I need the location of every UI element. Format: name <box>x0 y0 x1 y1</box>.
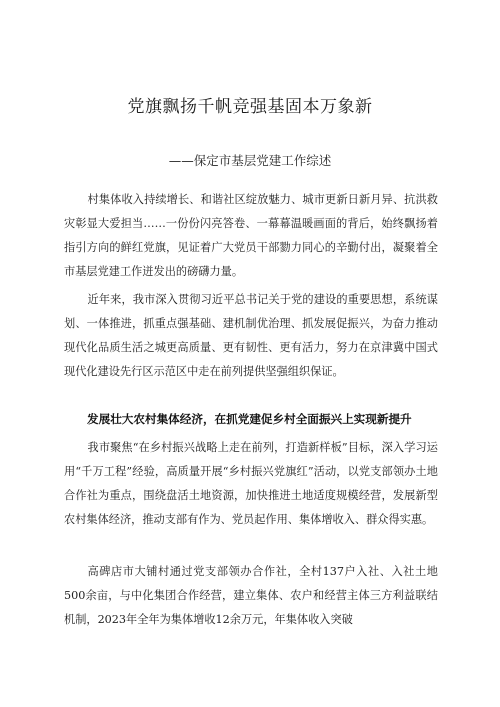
document-subtitle: ——保定市基层党建工作综述 <box>168 153 332 168</box>
overview-paragraph: 近年来，我市深入贯彻习近平总书记关于党的建设的重要思想，系统谋划、一体推进，抓重点强基础、建机制优治理、抓发展促振兴，为奋力推动现代化品质生活之城更高质量、更有韧性、更有活力，努力在京津冀中国式现代化建设先行区示范区中走在前列提供坚强组织保证。 <box>64 293 438 378</box>
example-paragraph: 高碑店市大铺村通过党支部领办合作社，全村137户入社、入社土地500余亩，与中化集团合作经营，建立集体、农户和经营主体三方利益联结机制，2023年全年为集体增收12余万元，年集体收入突破 <box>64 565 438 626</box>
intro-paragraph: 村集体收入持续增长、和谐社区绽放魅力、城市更新日新月异、抗洪救灾彰显大爱担当……一份份闪亮答卷、一幕幕温暖画面的背后，始终飘扬着指引方向的鲜红党旗，见证着广大党员干部勠力同心的辛勤付出，凝聚着全市基层党建工作迸发出的磅礴力量。 <box>64 193 438 278</box>
section-paragraph: 我市聚焦“在乡村振兴战略上走在前列，打造新样板”目标，深入学习运用“千万工程”经验，高质量开展“乡村振兴党旗红”活动，以党支部领办土地合作社为重点，围绕盘活土地资源，加快推进土地适度规模经营，发展新型农村集体经济，推动支部有作为、党员起作用、集体增收入、群众得实惠。 <box>64 441 438 526</box>
document-title: 党旗飘扬千帆竞强基固本万象新 <box>127 97 373 117</box>
section-heading: 发展壮大农村集体经济，在抓党建促乡村全面振兴上实现新提升 <box>87 412 412 426</box>
